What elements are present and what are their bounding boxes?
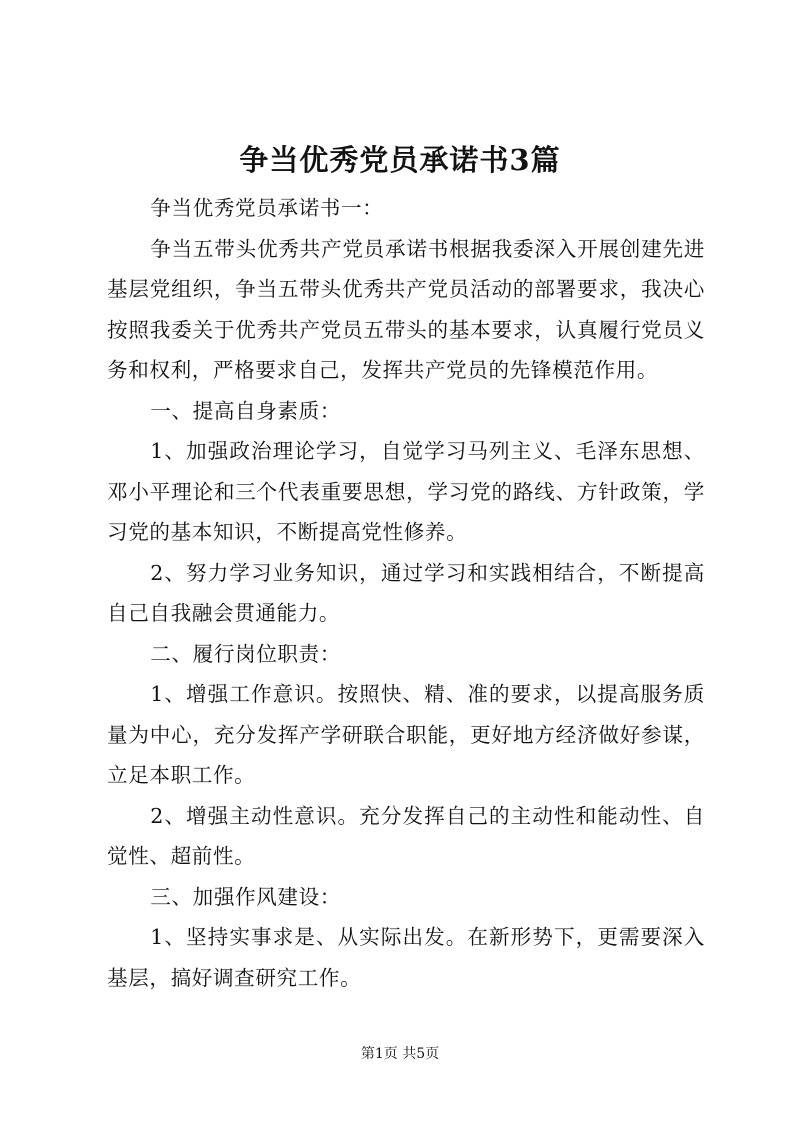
- document-title: 争当优秀党员承诺书3篇: [239, 143, 561, 177]
- section-heading-1: 一、提高自身素质：: [150, 398, 341, 423]
- section-heading-3: 三、加强作风建设：: [150, 884, 341, 909]
- section-heading-2: 二、履行岗位职责：: [150, 641, 341, 666]
- page-footer: 第1页 共5页: [360, 1046, 440, 1062]
- paragraph-item: 1、坚持实事求是、从实际出发。在新形势下，更需要深入基层，搞好调查研究工作。: [107, 925, 705, 990]
- paragraph-item: 2、努力学习业务知识，通过学习和实践相结合，不断提高自己自我融会贯通能力。: [107, 560, 705, 625]
- paragraph-intro: 争当五带头优秀共产党员承诺书根据我委深入开展创建先进基层党组织，争当五带头优秀共产党员活动的部署要求，我决心按照我委关于优秀共产党员五带头的基本要求，认真履行党员义务和权利，严格要求自己，发挥共产党员的先锋模范作用。: [107, 236, 705, 382]
- paragraph-heading-one: 争当优秀党员承诺书一：: [150, 196, 384, 220]
- paragraph-item: 1、加强政治理论学习，自觉学习马列主义、毛泽东思想、邓小平理论和三个代表重要思想，学习党的路线、方针政策，学习党的基本知识，不断提高党性修养。: [107, 439, 705, 544]
- paragraph-item: 1、增强工作意识。按照快、精、准的要求，以提高服务质量为中心，充分发挥产学研联合职能，更好地方经济做好参谋，立足本职工作。: [107, 682, 705, 787]
- paragraph-item: 2、增强主动性意识。充分发挥自己的主动性和能动性、自觉性、超前性。: [107, 803, 705, 868]
- document-body: [107, 188, 705, 998]
